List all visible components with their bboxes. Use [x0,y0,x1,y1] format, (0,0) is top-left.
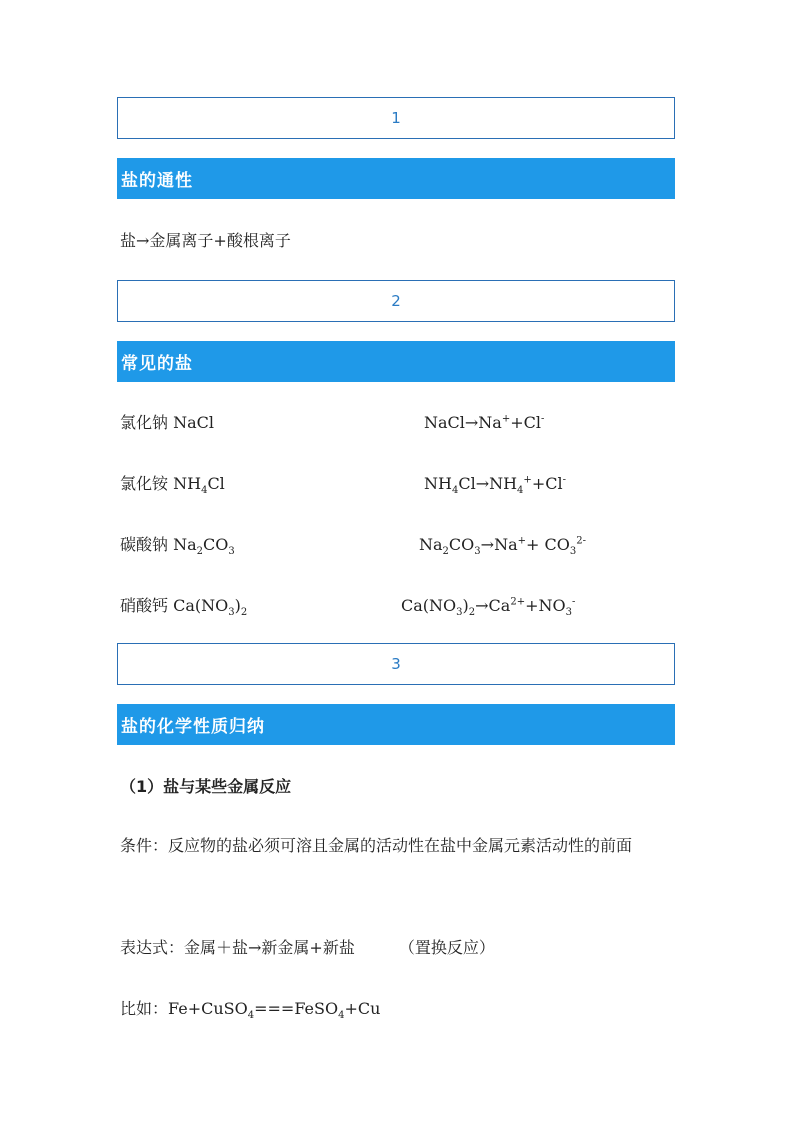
salt-formula: $Na_2CO_3$ [173,535,235,558]
section-number: 3 [391,655,401,673]
salt-name: 硝酸钙 [120,596,169,615]
reaction-example: 比如：Fe+CuSO$_4$===FeSO$_4$+Cu [120,999,381,1022]
section-number-box [117,97,675,139]
salt-row-name [120,596,248,619]
section-title-band [117,341,675,382]
subsection-heading: （1）盐与某些金属反应 [120,777,292,796]
salt-row-name [120,413,214,433]
section-number: 1 [391,109,401,127]
salt-name: 碳酸钠 [120,535,169,554]
salt-row-name [120,535,235,558]
general-property-text: 盐→金属离子+酸根离子 [120,231,291,250]
reaction-condition: 条件：反应物的盐必须可溶且金属的活动性在盐中金属元素活动性的前面 [120,836,633,855]
salt-ionization: $Ca(NO_3)_2\to Ca^{2+}+NO_3^-$ [401,596,576,619]
reaction-expression [120,938,495,958]
section-number-box [117,643,675,685]
section-title-band [117,704,675,745]
salt-row-name [120,474,225,497]
salt-ionization: $NH_4Cl\to NH_4^++Cl^-$ [424,474,566,497]
salt-formula: $NH_4Cl$ [173,474,225,497]
section-number-box [117,280,675,322]
section-title-band [117,158,675,199]
salt-name: 氯化铵 [120,474,169,493]
expression-text: 表达式：金属＋盐→新金属+新盐 [120,938,355,957]
section-title: 常见的盐 [121,354,193,374]
expression-note: （置换反应） [398,938,495,957]
salt-formula: NaCl [173,413,215,432]
salt-formula: $Ca(NO_3)_2$ [173,596,248,619]
section-title: 盐的化学性质归纳 [121,717,265,737]
salt-ionization: $Na_2CO_3\to Na^++ CO_3^{2-}$ [419,535,586,558]
salt-ionization: NaCl→Na++Cl- [424,413,545,432]
salt-name: 氯化钠 [120,413,169,432]
section-title: 盐的通性 [121,171,193,191]
section-number: 2 [391,292,401,310]
